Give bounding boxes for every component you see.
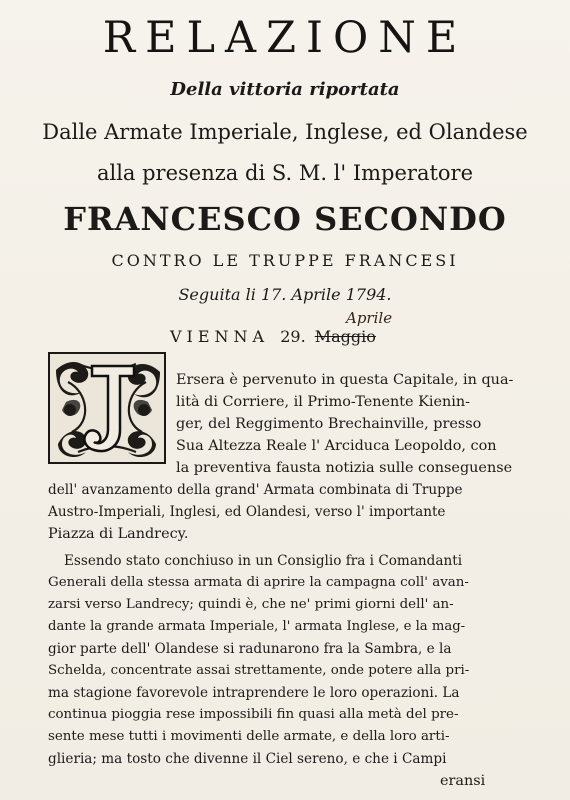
body-line: Sua Altezza Reale l' Arciduca Leopoldo, con xyxy=(176,438,497,454)
dateline-city: VIENNA xyxy=(170,327,270,346)
body-line: zarsi verso Landrecy; quindi è, che ne' primi giorni dell' an- xyxy=(48,597,454,612)
presence-line: alla presenza di S. M. l' Imperatore xyxy=(96,161,474,185)
body-line: Austro-Imperiali, Inglesi, ed Olandesi, verso l' importante xyxy=(48,504,446,520)
emperor-name: FRANCESCO SECONDO xyxy=(63,200,507,238)
body-line: ma stagione favorevole intraprendere le loro operazioni. La xyxy=(48,685,460,701)
dateline-day: 29. xyxy=(280,327,306,346)
ornate-initial-graphic xyxy=(48,352,166,464)
body-line: ger, del Reggimento Brechainville, presso xyxy=(176,416,482,432)
date-line: Seguita li 17. Aprile 1794. xyxy=(178,285,392,304)
body-line: glieria; ma tosto che divenne il Ciel sereno, e che i Campi xyxy=(48,751,447,767)
document-title: RELAZIONE xyxy=(102,13,468,63)
body-line: dante la grande armata Imperiale, l' armata Inglese, e la mag- xyxy=(48,619,466,634)
handwritten-correction: Aprile xyxy=(346,309,393,327)
body-line: Ersera è pervenuto in questa Capitale, in qua- xyxy=(176,372,514,388)
armies-line: Dalle Armate Imperiale, Inglese, ed Olandese xyxy=(42,120,528,144)
ornate-initial-icon xyxy=(48,352,166,464)
body-line: continua pioggia rese impossibili fin quasi alla metà del pre- xyxy=(48,707,459,722)
body-line: dell' avanzamento della grand' Armata combinata di Truppe xyxy=(48,482,463,498)
body-line: la preventiva fausta notizia sulle conseguense xyxy=(176,460,513,476)
body-line: Generali della stessa armata di aprire la campagna coll' avan- xyxy=(48,575,469,590)
body-line: Schelda, concentrate assai strettamente, onde potere alla pri- xyxy=(48,663,470,678)
body-line: lità di Corriere, il Primo-Tenente Kienin- xyxy=(176,394,471,410)
dateline xyxy=(170,309,393,348)
body-line: gior parte dell' Olandese si radunarono fra la Sambra, e la xyxy=(48,641,452,657)
body-line: sente mese tutti i movimenti delle armate, e della loro arti- xyxy=(48,729,450,744)
dateline-struck-month: Maggio xyxy=(314,327,376,346)
catchword: eransi xyxy=(440,773,486,789)
against-line: CONTRO LE TRUPPE FRANCESI xyxy=(111,251,459,270)
body-line: Piazza di Landrecy. xyxy=(48,526,189,542)
body-line: Essendo stato conchiuso in un Consiglio fra i Comandanti xyxy=(64,553,463,569)
document-subtitle: Della vittoria riportata xyxy=(170,79,400,100)
